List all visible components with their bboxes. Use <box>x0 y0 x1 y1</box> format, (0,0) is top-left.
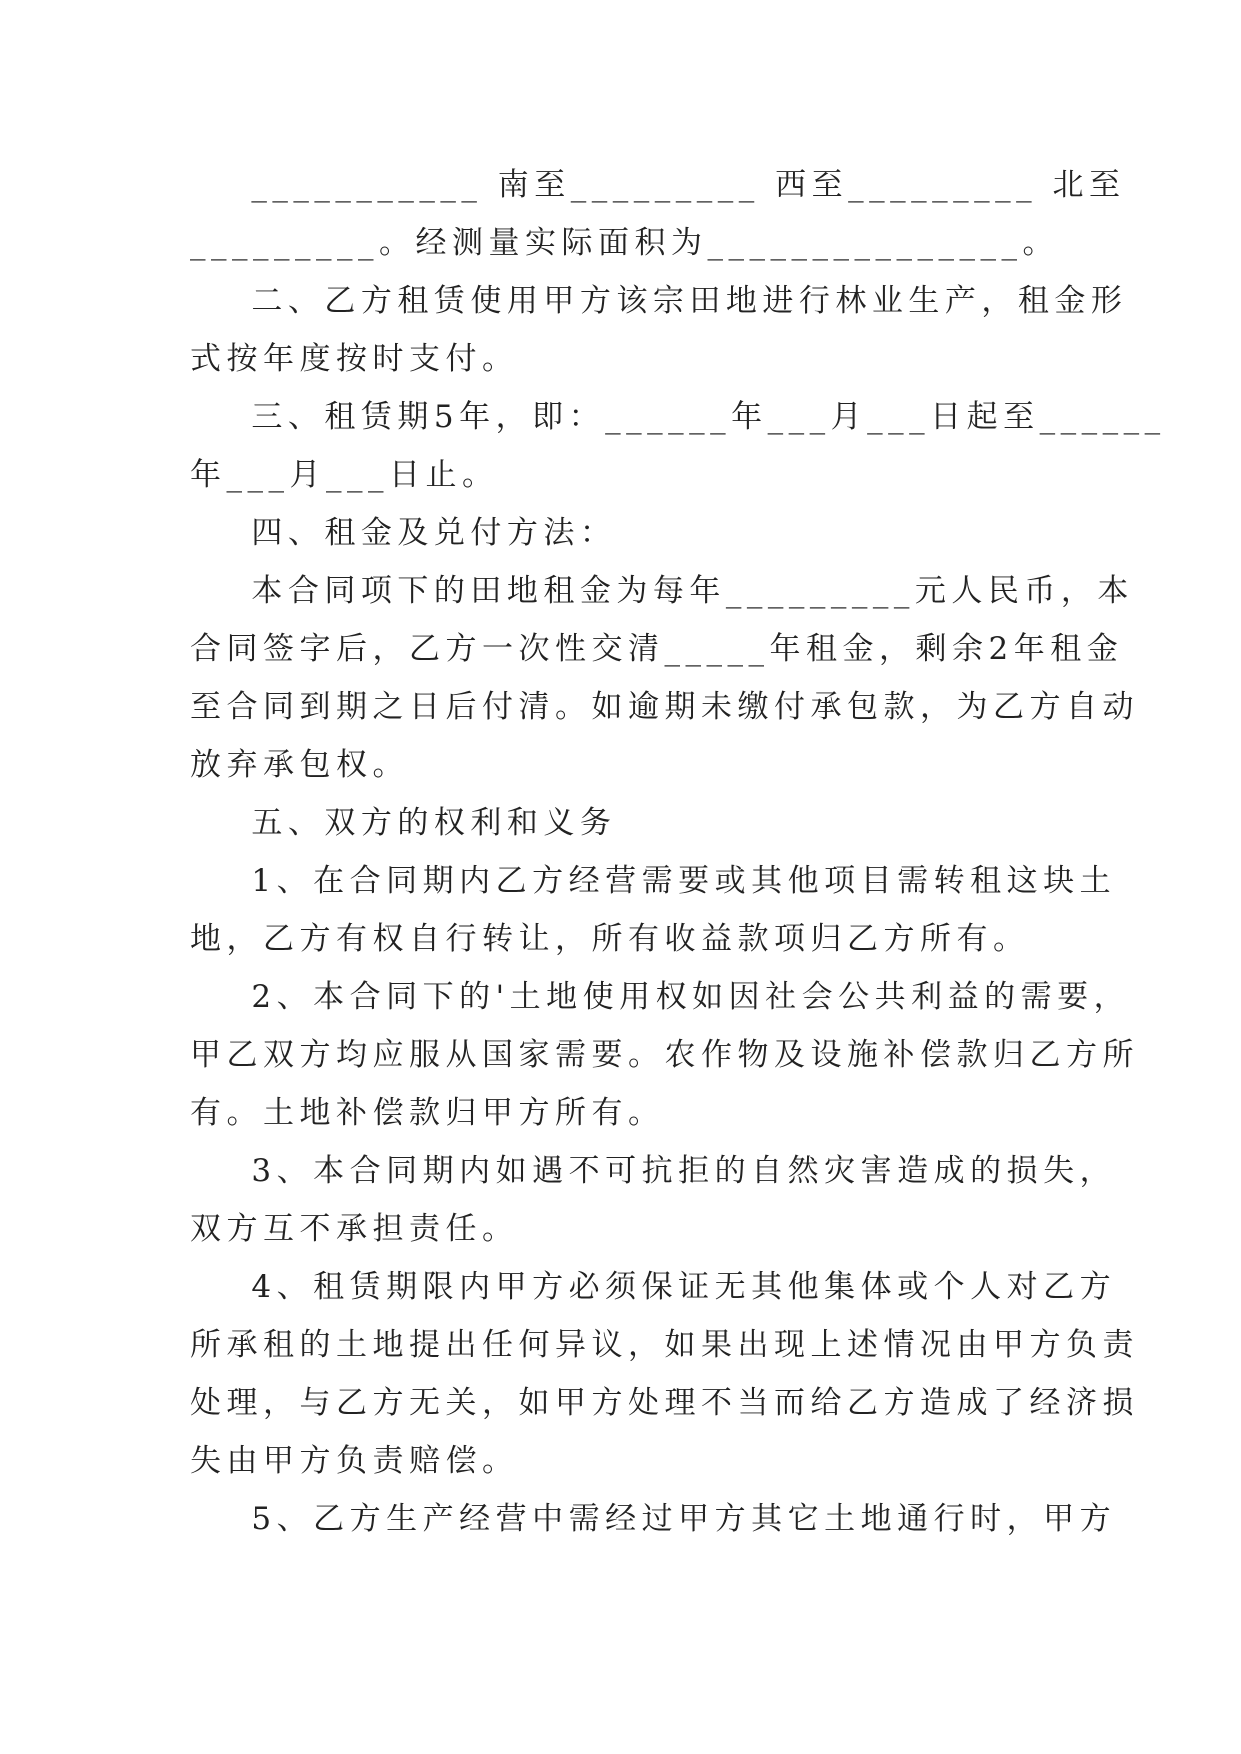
text-line-clause-2-cont: 式按年度按时支付。 <box>190 341 519 377</box>
text-line-rent-overdue: 至合同到期之日后付清。如逾期未缴付承包款，为乙方自动 <box>190 689 1139 725</box>
text-line-clause-5-heading: 五、双方的权利和义务 <box>190 805 617 841</box>
text-line-item-2: 2、本合同下的'土地使用权如因社会公共利益的需要， <box>190 979 1131 1015</box>
text-line-clause-4-heading: 四、租金及兑付方法： <box>190 515 617 551</box>
text-line-item-4: 4、租赁期限内甲方必须保证无其他集体或个人对乙方 <box>190 1269 1117 1305</box>
text-line-item-1: 1、在合同期内乙方经营需要或其他项目需转租这块土 <box>190 863 1117 899</box>
text-line-item-4-end: 失由甲方负责赔偿。 <box>190 1443 519 1479</box>
text-line-clause-3: 三、租赁期5年，即：______年___月___日起至______ <box>190 399 1166 435</box>
text-line-clause-3-cont: 年___月___日止。 <box>190 457 499 493</box>
text-line-boundaries: ___________ 南至_________ 西至_________ 北至 <box>190 167 1126 203</box>
text-line-rent-amount: 本合同项下的田地租金为每年_________元人民币，本 <box>190 573 1134 609</box>
text-line-rent-payment: 合同签字后，乙方一次性交清_____年租金，剩余2年租金 <box>190 631 1124 667</box>
text-line-item-3: 3、本合同期内如遇不可抗拒的自然灾害造成的损失， <box>190 1153 1117 1189</box>
text-line-item-2-cont: 甲乙双方均应服从国家需要。农作物及设施补偿款归乙方所 <box>190 1037 1139 1073</box>
text-line-item-2-end: 有。土地补偿款归甲方所有。 <box>190 1095 665 1131</box>
text-line-item-5: 5、乙方生产经营中需经过甲方其它土地通行时，甲方 <box>190 1501 1117 1537</box>
text-line-measured-area: _________。经测量实际面积为_______________。 <box>190 225 1059 261</box>
text-line-item-4-cont: 所承租的土地提出任何异议，如果出现上述情况由甲方负责 <box>190 1327 1139 1363</box>
text-line-rent-forfeit: 放弃承包权。 <box>190 747 409 783</box>
text-line-item-1-cont: 地，乙方有权自行转让，所有收益款项归乙方所有。 <box>190 921 1030 957</box>
text-line-item-3-cont: 双方互不承担责任。 <box>190 1211 519 1247</box>
text-line-clause-2: 二、乙方租赁使用甲方该宗田地进行林业生产，租金形 <box>190 283 1128 319</box>
text-line-item-4-cont-2: 处理，与乙方无关，如甲方处理不当而给乙方造成了经济损 <box>190 1385 1139 1421</box>
